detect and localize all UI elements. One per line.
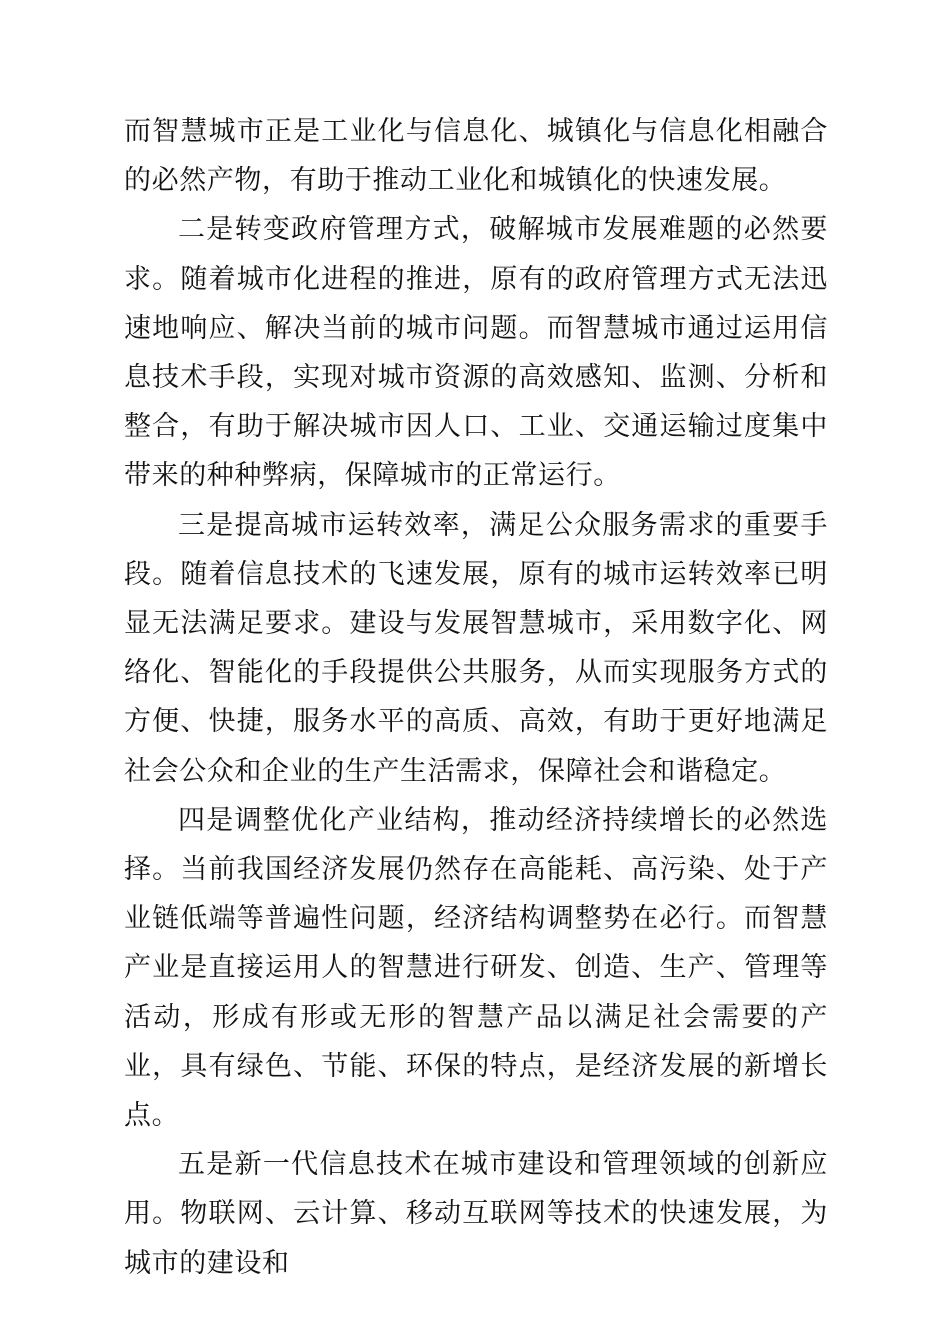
paragraph-point-three: 三是提高城市运转效率，满足公众服务需求的重要手段。随着信息技术的飞速发展，原有的城市运转效率已明显无法满足要求。建设与发展智慧城市，采用数字化、网络化、智能化的手段提供公共服务，从而实现服务方式的方便、快捷，服务水平的高质、高效，有助于更好地满足社会公众和企业的生产生活需求，保障社会和谐稳定。 bbox=[124, 509, 828, 787]
paragraph-point-two: 二是转变政府管理方式，破解城市发展难题的必然要求。随着城市化进程的推进，原有的政府管理方式无法迅速地响应、解决当前的城市问题。而智慧城市通过运用信息技术手段，实现对城市资源的高效感知、监测、分析和整合，有助于解决城市因人口、工业、交通运输过度集中带来的种种弊病，保障城市的正常运行。 bbox=[124, 214, 828, 492]
paragraph-point-four: 四是调整优化产业结构，推动经济持续增长的必然选择。当前我国经济发展仍然存在高能耗、高污染、处于产业链低端等普遍性问题，经济结构调整势在必行。而智慧产业是直接运用人的智慧进行研发、创造、生产、管理等活动，形成有形或无形的智慧产品以满足社会需要的产业，具有绿色、节能、环保的特点，是经济发展的新增长点。 bbox=[124, 804, 828, 1132]
paragraph-continuation: 而智慧城市正是工业化与信息化、城镇化与信息化相融合的必然产物，有助于推动工业化和城镇化的快速发展。 bbox=[124, 116, 828, 197]
paragraph-point-five: 五是新一代信息技术在城市建设和管理领域的创新应用。物联网、云计算、移动互联网等技术的快速发展，为城市的建设和 bbox=[124, 1149, 828, 1279]
document-body bbox=[124, 107, 828, 1288]
